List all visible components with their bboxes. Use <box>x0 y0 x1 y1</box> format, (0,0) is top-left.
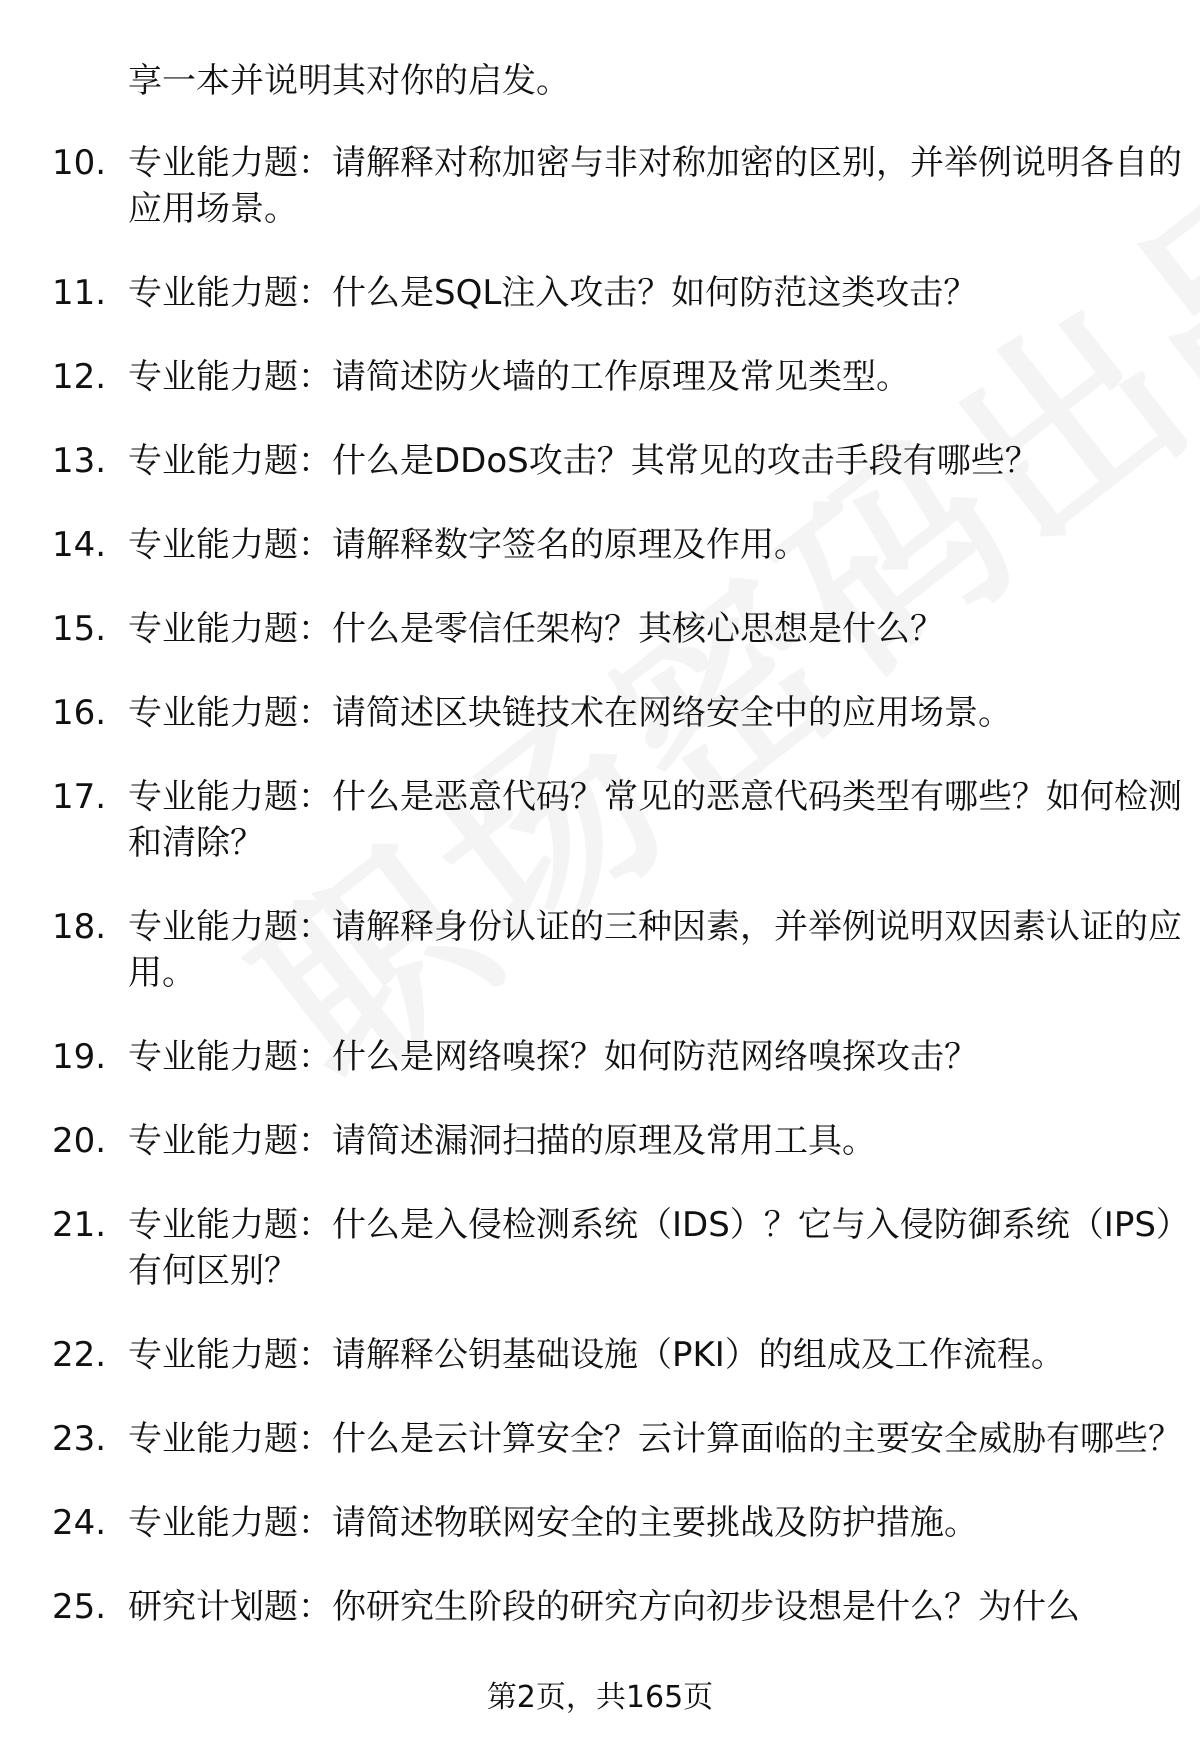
item-number: 17. <box>52 777 107 817</box>
question-list <box>52 140 1182 1668</box>
item-text: 专业能力题：请解释对称加密与非对称加密的区别，并举例说明各自的应用场景。 <box>128 143 1182 229</box>
list-item <box>52 1584 1188 1630</box>
item-number: 23. <box>52 1419 107 1459</box>
item-text: 专业能力题：什么是恶意代码？常见的恶意代码类型有哪些？如何检测和清除？ <box>128 777 1182 863</box>
list-item <box>52 1500 1188 1546</box>
list-item <box>52 1416 1188 1462</box>
list-item <box>52 1034 1188 1080</box>
item-number: 12. <box>52 357 107 397</box>
item-number: 10. <box>52 143 107 183</box>
item-number: 24. <box>52 1503 107 1543</box>
list-item <box>52 774 1188 866</box>
item-text: 研究计划题：你研究生阶段的研究方向初步设想是什么？为什么 <box>128 1587 1080 1627</box>
item-number: 15. <box>52 609 107 649</box>
item-text: 专业能力题：请解释身份认证的三种因素，并举例说明双因素认证的应用。 <box>128 907 1182 993</box>
item-number: 21. <box>52 1205 107 1245</box>
item-text: 专业能力题：请解释数字签名的原理及作用。 <box>128 525 808 565</box>
item-number: 16. <box>52 693 107 733</box>
item-text: 专业能力题：请简述物联网安全的主要挑战及防护措施。 <box>128 1503 978 1543</box>
list-item <box>52 140 1188 232</box>
item-text: 专业能力题：什么是SQL注入攻击？如何防范这类攻击？ <box>128 273 978 313</box>
list-item <box>52 1202 1188 1294</box>
list-item <box>52 904 1188 996</box>
item-text: 专业能力题：请简述漏洞扫描的原理及常用工具。 <box>128 1121 876 1161</box>
item-text: 专业能力题：什么是云计算安全？云计算面临的主要安全威胁有哪些？ <box>128 1419 1182 1459</box>
list-item <box>52 690 1188 736</box>
item-text: 专业能力题：什么是入侵检测系统（IDS）？它与入侵防御系统（IPS）有何区别？ <box>128 1205 1173 1291</box>
item-number: 18. <box>52 907 107 947</box>
item-text: 专业能力题：请解释公钥基础设施（PKI）的组成及工作流程。 <box>128 1335 1065 1375</box>
item-number: 11. <box>52 273 107 313</box>
list-item <box>52 522 1188 568</box>
item-number: 19. <box>52 1037 107 1077</box>
list-item <box>52 354 1188 400</box>
item-text: 专业能力题：请简述区块链技术在网络安全中的应用场景。 <box>128 693 1012 733</box>
list-item <box>52 1118 1188 1164</box>
item-number: 20. <box>52 1121 107 1161</box>
item-number: 13. <box>52 441 107 481</box>
intro-continuation-text: 享一本并说明其对你的启发。 <box>128 61 570 101</box>
item-text: 专业能力题：什么是零信任架构？其核心思想是什么？ <box>128 609 944 649</box>
item-number: 14. <box>52 525 107 565</box>
list-item <box>52 438 1188 484</box>
item-text: 专业能力题：请简述防火墙的工作原理及常见类型。 <box>128 357 910 397</box>
list-item <box>52 606 1188 652</box>
item-text: 专业能力题：什么是DDoS攻击？其常见的攻击手段有哪些？ <box>128 441 1039 481</box>
item-number: 25. <box>52 1587 107 1627</box>
list-item <box>52 270 1188 316</box>
page-footer: 第2页，共165页 <box>486 1680 714 1715</box>
list-item <box>52 1332 1188 1378</box>
item-text: 专业能力题：什么是网络嗅探？如何防范网络嗅探攻击？ <box>128 1037 978 1077</box>
item-number: 22. <box>52 1335 107 1375</box>
